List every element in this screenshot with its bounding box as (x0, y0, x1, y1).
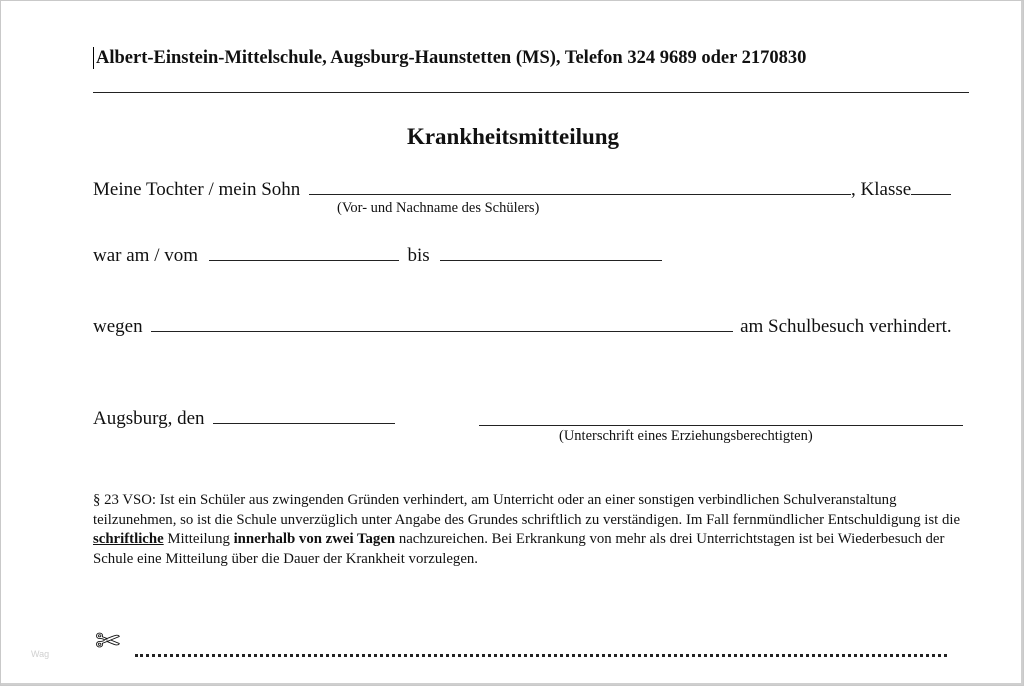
paragraph-bold: innerhalb von zwei Tagen (233, 531, 396, 547)
date-to-field[interactable] (440, 242, 662, 261)
header-rule (93, 92, 969, 93)
watermark: Wag (31, 649, 50, 659)
child-name-row (93, 176, 951, 201)
paragraph-text-1: § 23 VSO: Ist ein Schüler aus zwingenden Gründen verhindert, am Unterricht oder an einer sonstigen verbindlichen Schulveranstaltung teilzunehmen, so ist die Schule unverzüglich unter Angabe des Grundes schriftlich zu verständigen. Im Fall fernmündlicher Entschuldigung ist die (93, 492, 961, 528)
child-name-caption: (Vor- und Nachname des Schülers) (337, 200, 540, 216)
form-title: Krankheitsmitteilung (406, 124, 620, 149)
reason-suffix: am Schulbesuch verhindert. (740, 316, 952, 337)
child-name-field[interactable] (309, 176, 851, 195)
cut-line (135, 654, 947, 657)
until-label: bis (407, 245, 430, 266)
class-field[interactable] (911, 176, 951, 195)
date-row (93, 242, 662, 267)
school-header: Albert-Einstein-Mittelschule, Augsburg-Haunstetten (MS), Telefon 324 9689 oder 2170830 (93, 47, 806, 69)
reason-row (93, 313, 952, 338)
date-label: war am / vom (93, 245, 199, 266)
child-label: Meine Tochter / mein Sohn (93, 179, 301, 200)
signature-field[interactable] (479, 407, 963, 426)
scissors-icon: ✄ (95, 624, 121, 659)
signature-caption: (Unterschrift eines Erziehungsberechtigten) (559, 428, 813, 444)
class-label: , Klasse (851, 179, 912, 200)
place-label: Augsburg, den (93, 408, 205, 429)
paragraph-text-2: Mitteilung (163, 531, 234, 547)
paragraph-underlined: schriftliche (93, 531, 164, 547)
paragraph-text-3: nachzureichen. Bei Erkrankung von mehr als drei Unterrichtstagen ist bei Wiederbesuch der Schule eine Mitteilung über die Dauer der Krankheit vorzulegen. (93, 531, 945, 567)
reason-field[interactable] (151, 313, 733, 332)
date-from-field[interactable] (209, 242, 399, 261)
sign-date-field[interactable] (213, 405, 395, 424)
place-date-row (93, 405, 395, 430)
reason-label: wegen (93, 316, 143, 337)
legal-paragraph (93, 491, 983, 569)
